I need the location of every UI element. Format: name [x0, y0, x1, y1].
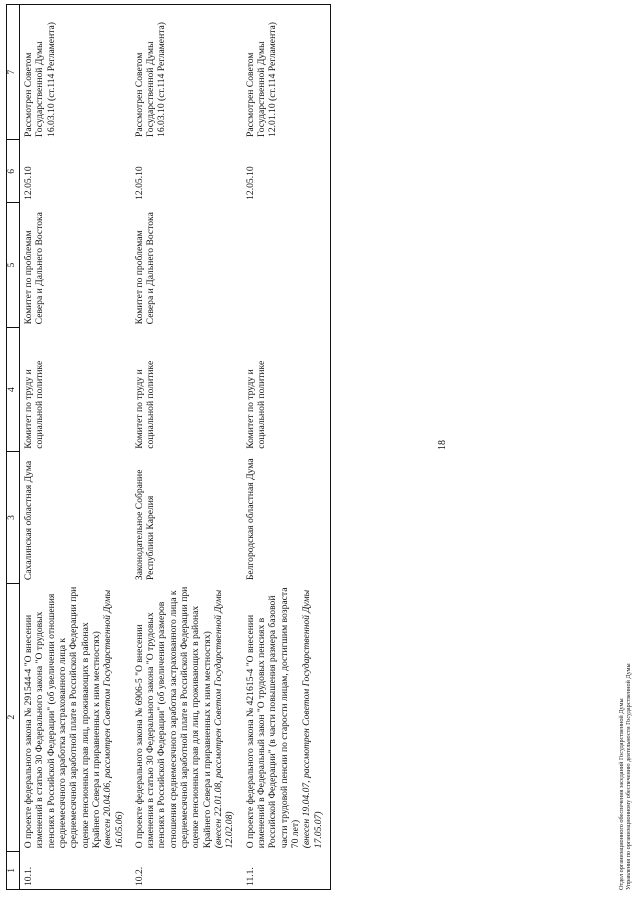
column-header-6: 6 [7, 140, 20, 203]
responsible-committee: Комитет по труду и социальной политике [23, 360, 46, 449]
page-number: 18 [437, 440, 448, 450]
bill-description [20, 583, 131, 851]
table-row [131, 5, 242, 890]
row-number: 11.1. [242, 851, 331, 889]
responsible-committee: Комитет по труду и социальной политике [133, 360, 157, 449]
column-header-1: 1 [7, 851, 20, 889]
status: Рассмотрен Советом Государственной Думы 16.03.10 (ст.114 Регламента) [131, 5, 242, 140]
column-header-7: 7 [7, 5, 20, 140]
status: Рассмотрен Советом Государственной Думы 12.01.10 (ст.114 Регламента) [242, 5, 331, 140]
bill-title: О проекте федерального закона № 421615-4 "О внесении изменений в Федеральный закон "О трудовых пенсиях в Российской Федерации" (в части повышения размера базовой части трудовой пенсии по старости лицам, достигшим возраста 70 лет) [244, 587, 301, 849]
column-header-5: 5 [7, 203, 20, 327]
co-executor-committee: Комитет по проблемам Севера и Дальнего Востока [23, 212, 46, 325]
bill-description [131, 583, 242, 851]
column-header-4: 4 [7, 327, 20, 451]
footer [618, 663, 632, 890]
footer-line-1: Отдел организационного обеспечения заседаний Государственной Думы [618, 698, 625, 890]
date: 12.05.10 [133, 166, 145, 200]
column-header-3: 3 [7, 452, 20, 583]
initiator: Законодательное Собрание Республики Карелия [133, 469, 157, 581]
column-header-2: 2 [7, 583, 20, 851]
bills-table [6, 4, 331, 890]
bill-title: О проекте федерального закона № 6906-5 "О внесении изменения в статью 30 Федерального закона "О трудовых пенсиях в Российской Федерации" (об увеличении размеров отношения среднемесячного заработка застрахованного лица к среднемесячной заработной плате в Российской Федерации при оценке пенсионных прав для лиц, проживающих в районах Крайнего Севера и приравненных к ним местностях) [133, 586, 213, 849]
bill-title: О проекте федерального закона № 291544-4 "О внесении изменений в статью 30 Федерального закона "О трудовых пенсиях в Российской Федерации" (об увеличении отношения среднемесячного заработка застрахованного лица к среднемесячной заработной плате в Российской Федерации при оценке пенсионных прав лиц, проживающих в районах Крайнего Севера и приравненных к ним местностях) [23, 586, 102, 849]
table-row [20, 5, 131, 890]
initiator: Сахалинская областная Дума [23, 460, 34, 581]
table-row [242, 5, 331, 890]
responsible-committee: Комитет по труду и социальной политике [242, 327, 331, 451]
date: 12.05.10 [23, 166, 34, 200]
bill-note: (внесен 19.04.07, рассмотрен Советом Государственной Думы 17.05.07) [301, 589, 324, 849]
row-number: 10.1. [20, 851, 131, 889]
bill-description [242, 583, 331, 851]
co-executor-committee: Комитет по проблемам Севера и Дальнего Востока [133, 212, 157, 325]
table-header-row [7, 5, 20, 890]
co-executor-committee [242, 203, 331, 327]
bill-note: (внесен 20.04.06, рассмотрен Советом Государственной Думы 16.05.06) [102, 589, 125, 849]
status: Рассмотрен Советом Государственной Думы 16.03.10 (ст.114 Регламента) [20, 5, 131, 140]
initiator: Белгородская областная Дума [242, 452, 331, 583]
bill-note: (внесен 22.01.08, рассмотрен Советом Государственной Думы 12.02.08) [213, 589, 236, 849]
footer-line-2: Управления по организационному обеспечению деятельности Государственной Думы [625, 663, 633, 890]
row-number: 10.2. [131, 851, 242, 889]
date: 12.05.10 [242, 140, 331, 203]
